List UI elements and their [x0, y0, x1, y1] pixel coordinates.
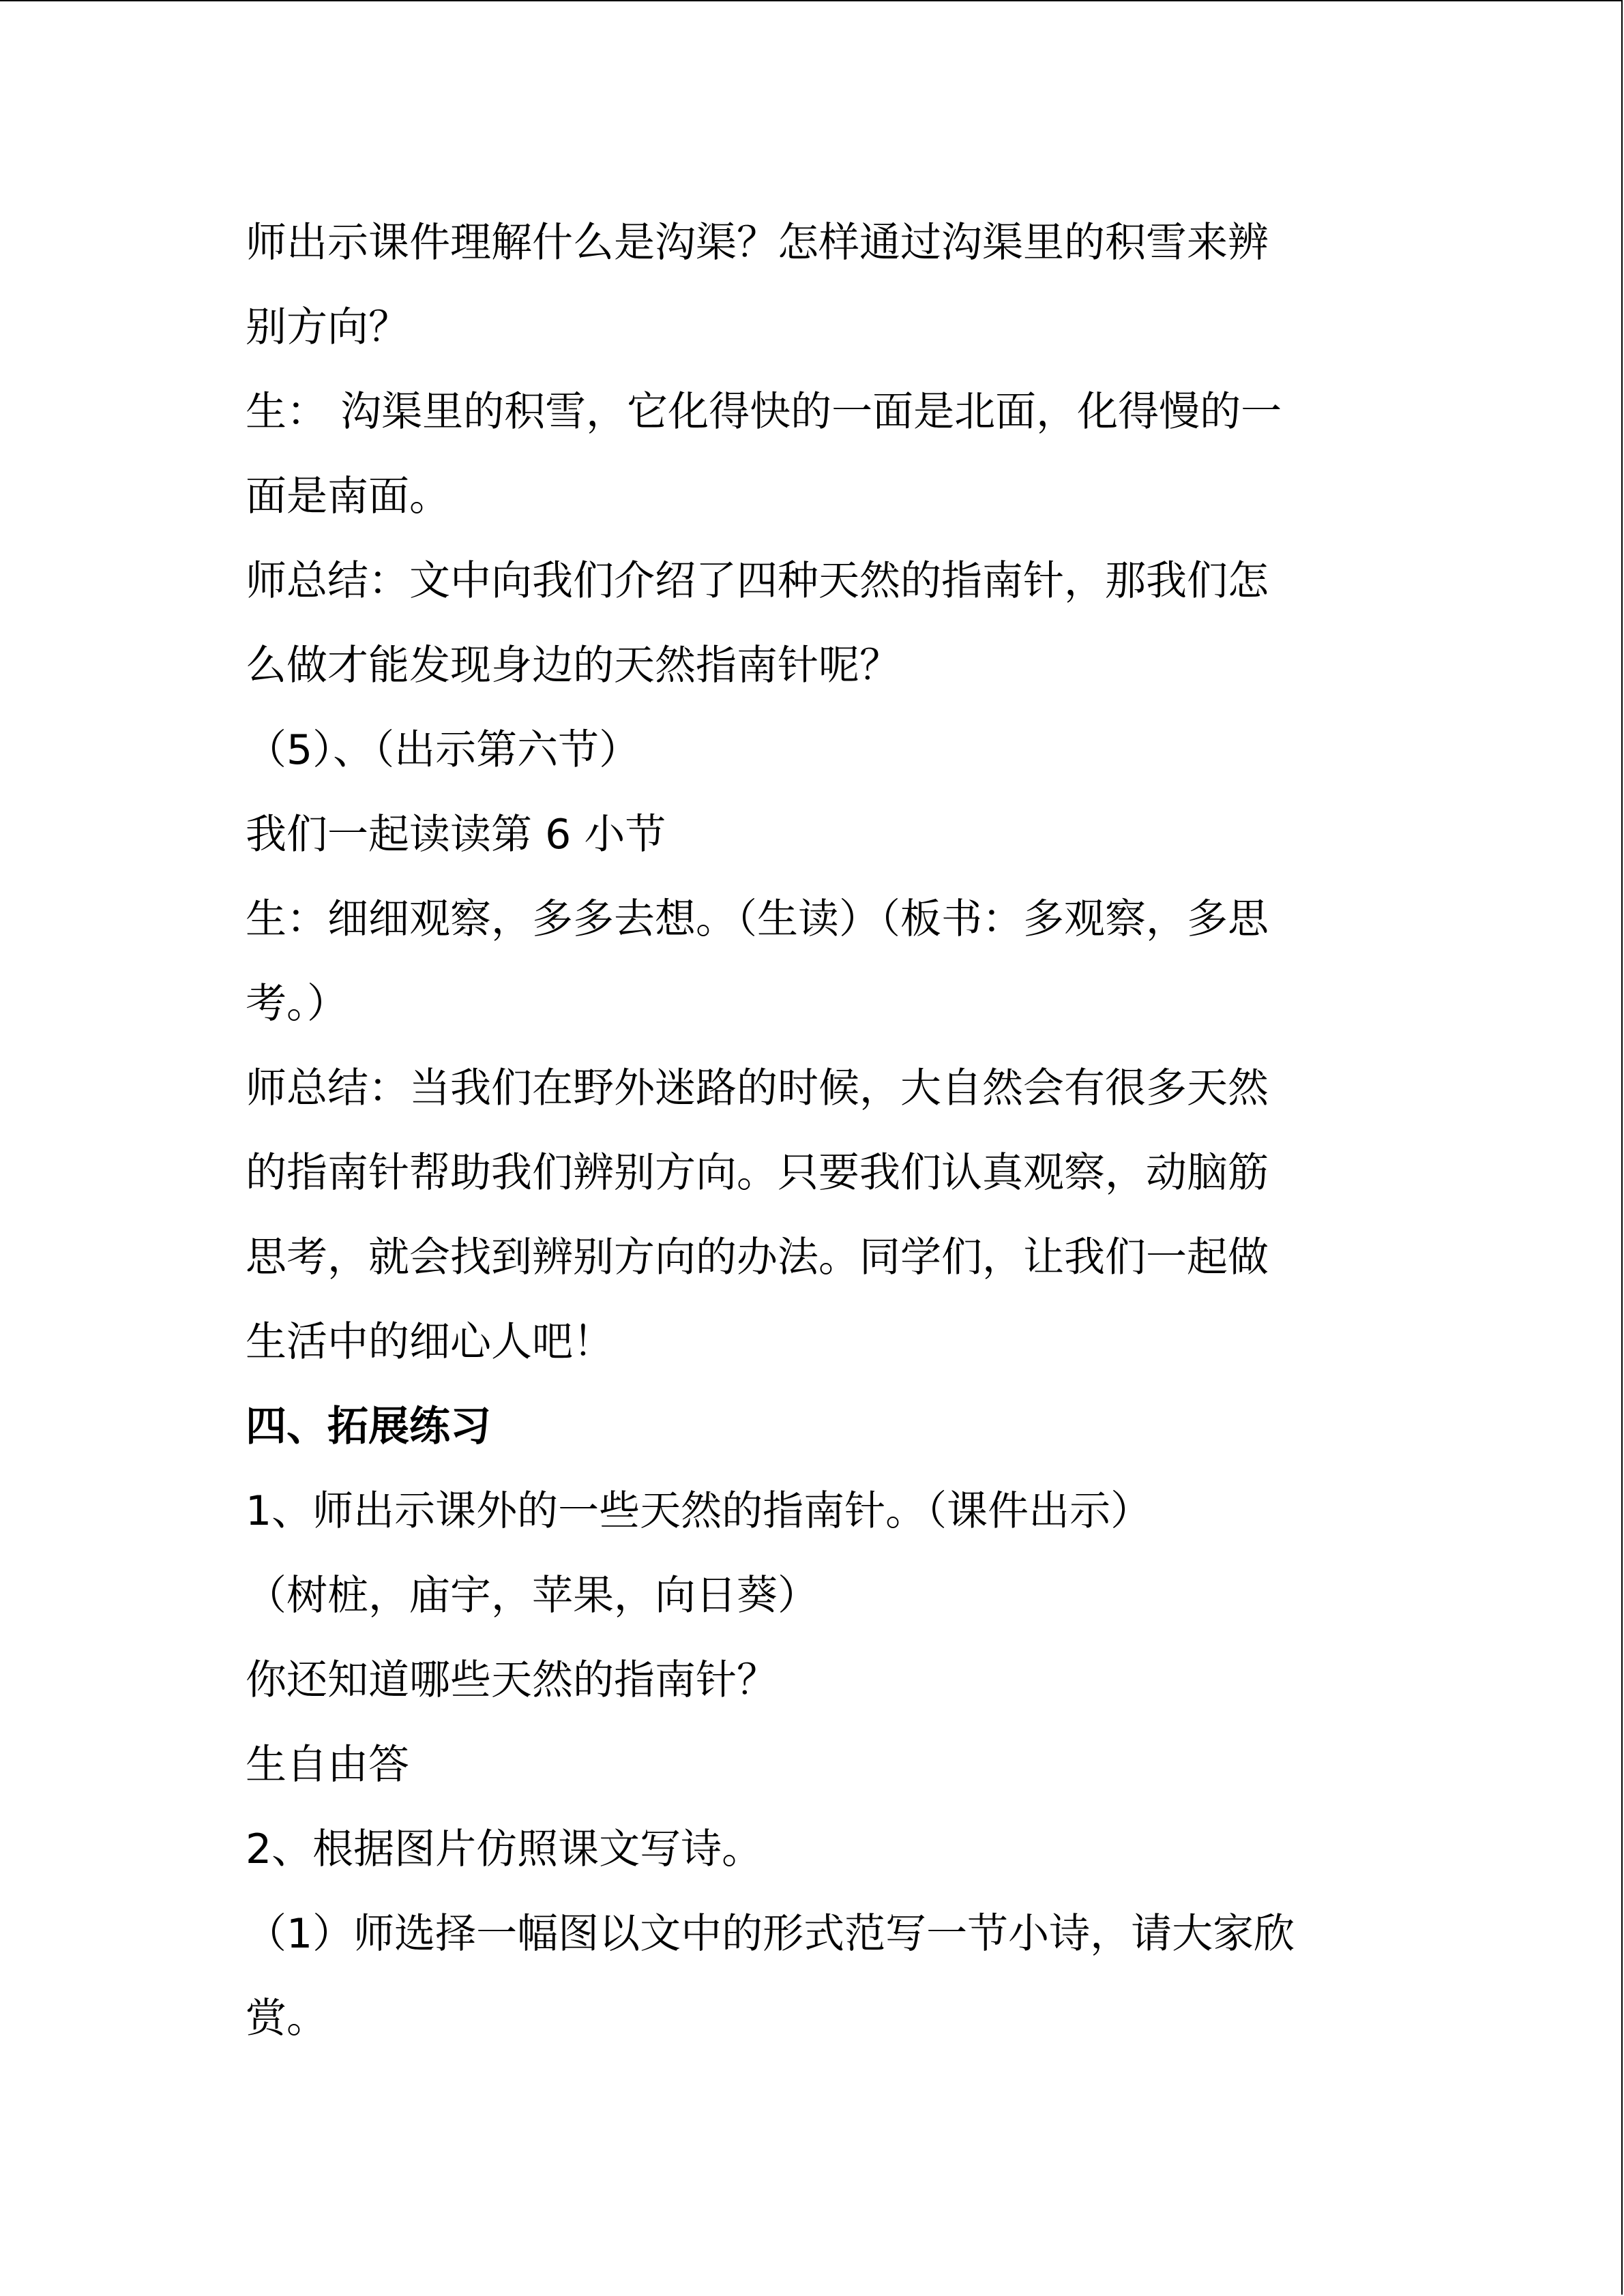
text-line: 生活中的细心人吧！: [246, 1318, 614, 1366]
text-line: 考。）: [246, 980, 348, 1028]
text-line: 面是南面。: [246, 473, 450, 520]
text-line: 1、师出示课外的一些天然的指南针。（课件出示）: [246, 1487, 1152, 1535]
text-line: （1）师选择一幅图以文中的形式范写一节小诗，请大家欣: [246, 1910, 1295, 1958]
text-line: 师出示课件理解什么是沟渠？怎样通过沟渠里的积雪来辨: [246, 219, 1269, 267]
text-line: 生： 沟渠里的积雪，它化得快的一面是北面，化得慢的一: [246, 388, 1282, 436]
text-line: 生：细细观察，多多去想。（生读）（板书：多观察，多思: [246, 895, 1269, 943]
text-line: 你还知道哪些天然的指南针？: [246, 1656, 778, 1704]
text-line: 的指南针帮助我们辨别方向。只要我们认真观察，动脑筋: [246, 1149, 1269, 1197]
text-line: （树桩，庙宇，苹果，向日葵）: [246, 1572, 818, 1620]
text-line: 师总结：文中向我们介绍了四种天然的指南针，那我们怎: [246, 557, 1269, 605]
text-line: 思考，就会找到辨别方向的办法。同学们，让我们一起做: [246, 1234, 1269, 1281]
text-line: 2、根据图片仿照课文写诗。: [246, 1825, 763, 1873]
text-line: 赏。: [246, 1995, 327, 2042]
section-heading: 四、拓展练习: [246, 1403, 491, 1450]
text-line: 别方向？: [246, 303, 409, 351]
text-line: （5）、（出示第六节）: [246, 726, 640, 774]
text-line: 么做才能发现身边的天然指南针呢？: [246, 642, 900, 689]
text-line: 师总结：当我们在野外迷路的时候，大自然会有很多天然: [246, 1064, 1269, 1112]
text-line: 我们一起读读第 6 小节: [246, 811, 666, 859]
text-line: 生自由答: [246, 1741, 409, 1789]
